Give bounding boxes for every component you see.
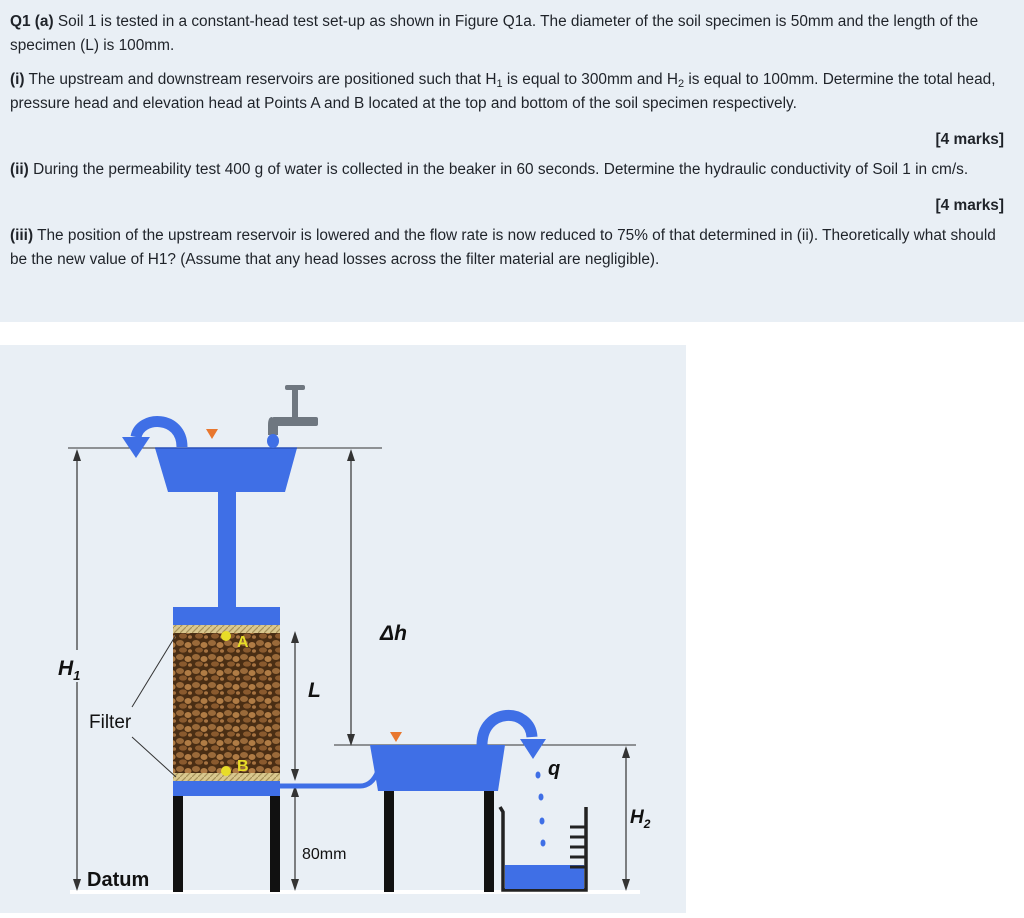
part-ii-marks: [4 marks] <box>935 197 1004 214</box>
h2-label: $H_2$ <box>630 807 651 831</box>
supply-pipe <box>218 491 236 609</box>
point-a <box>221 631 231 641</box>
point-b-label: B <box>237 758 249 775</box>
point-b <box>221 766 231 776</box>
filter-label: Filter <box>89 712 132 733</box>
l-arrow-top <box>291 631 299 643</box>
filter-leader-top <box>132 635 176 707</box>
part-i-text-b: is equal to 300mm and H <box>502 71 678 88</box>
part-iii <box>10 224 1014 272</box>
reservoir-leg-right <box>484 791 494 892</box>
point-a-label: A <box>237 634 249 651</box>
part-iii-text: The position of the upstream reservoir is lowered and the flow rate is now reduced to 75% of that determined in (ii). Theoretically what should be the new value of H1? (Assume that any head losses across the filter material are negligible). <box>10 227 996 268</box>
soil-specimen <box>173 633 280 774</box>
intro-text: Soil 1 is tested in a constant-head test set-up as shown in Figure Q1a. The diameter of the soil specimen is 50mm and the length of the specimen (L) is 100mm. <box>10 13 979 54</box>
question-intro <box>10 10 1014 58</box>
dh-label: Δh <box>380 622 407 645</box>
question-panel <box>0 0 1024 322</box>
datum-label: Datum <box>87 869 150 891</box>
80mm-arrow-bottom <box>291 879 299 891</box>
q-label: q <box>548 758 561 780</box>
dh-arrow-top <box>347 449 355 461</box>
part-ii-label: (ii) <box>10 161 29 178</box>
faucet-icon <box>267 385 318 448</box>
part-iii-label: (iii) <box>10 227 34 244</box>
question-number: Q1 (a) <box>10 13 54 30</box>
h1-arrow-top <box>73 449 81 461</box>
h1-label: $H_1$ <box>58 657 81 683</box>
reservoir-leg-left <box>384 791 394 892</box>
water-drops <box>536 772 546 847</box>
part-i <box>10 68 1014 116</box>
part-ii <box>10 158 1014 182</box>
l-label: L <box>308 679 321 702</box>
figure-q1a <box>0 345 686 913</box>
part-ii-text: During the permeability test 400 g of water is collected in the beaker in 60 seconds. Determine the hydraulic conductivity of Soil 1 in cm/s. <box>33 161 969 178</box>
h2-arrow-top <box>622 746 630 758</box>
part-i-text-a: The upstream and downstream reservoirs are positioned such that H <box>28 71 497 88</box>
part-i-text-c: is equal to 100mm. Determine the total head, pressure head and elevation head at Points A and B located at the top and bottom of the soil specimen respectively. <box>10 71 996 112</box>
part-i-sub2: 2 <box>677 78 685 90</box>
downstream-reservoir <box>370 745 505 791</box>
stand-leg-left <box>173 796 183 892</box>
bottom-cap <box>173 781 280 796</box>
part-i-label: (i) <box>10 71 25 88</box>
dh-arrow-bottom <box>347 734 355 746</box>
upstream-water-marker <box>206 429 218 439</box>
stand-leg-right <box>270 796 280 892</box>
h2-arrow-bottom <box>622 879 630 891</box>
constant-head-diagram <box>0 345 686 913</box>
downstream-water-marker <box>390 732 402 742</box>
part-i-marks: [4 marks] <box>935 131 1004 148</box>
upstream-reservoir <box>155 448 297 492</box>
h1-arrow-bottom <box>73 879 81 891</box>
filter-leader-bottom <box>132 737 176 777</box>
80mm-label: 80mm <box>302 846 347 863</box>
top-cap <box>173 607 280 627</box>
part-i-sub1: 1 <box>496 78 503 90</box>
l-arrow-bottom <box>291 769 299 781</box>
